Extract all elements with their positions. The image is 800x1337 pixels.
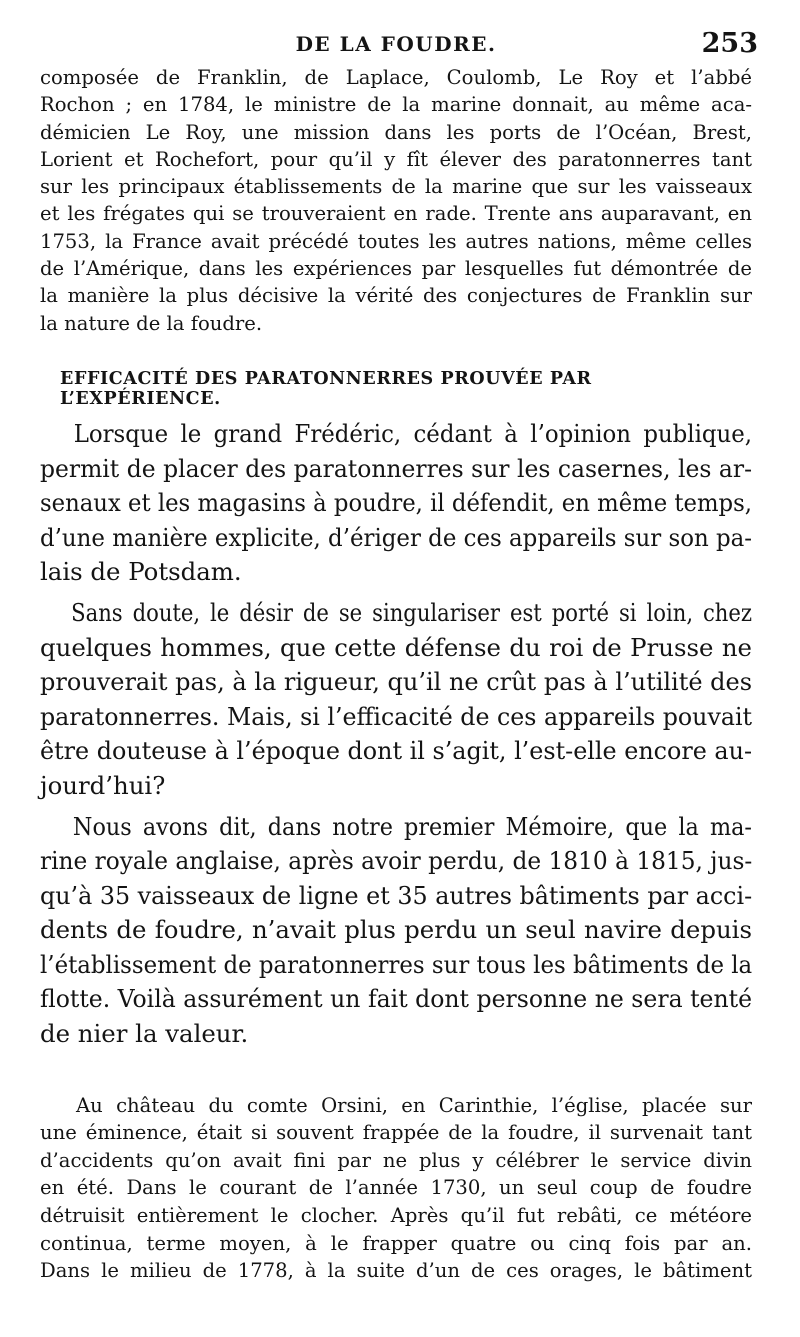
running-title: DE LA FOUDRE. bbox=[295, 32, 497, 56]
text-line: d’accidents qu’on avait fini par ne plus y célébrer le service divin bbox=[40, 1148, 752, 1172]
text-line: d’une manière explicite, d’ériger de ces appareils sur son pa- bbox=[40, 522, 753, 552]
text-line: dents de foudre, n’avait plus perdu un seul navire depuis bbox=[40, 915, 752, 945]
text-line: paratonnerres. Mais, si l’efficacité de ces appareils pouvait bbox=[40, 701, 753, 731]
text-line: Nous avons dit, dans notre premier Mémoire, que la ma- bbox=[72, 811, 752, 841]
text-line: être douteuse à l’époque dont il s’agit, l’est-elle encore au- bbox=[40, 736, 753, 766]
text-line: la manière la plus décisive la vérité des conjectures de Franklin sur bbox=[40, 284, 752, 308]
text-line: démicien Le Roy, une mission dans les ports de l’Océan, Brest, bbox=[40, 120, 752, 144]
paragraph bbox=[40, 417, 752, 590]
text-line: Lorient et Rochefort, pour qu’il y fît élever des paratonnerres tant bbox=[40, 147, 752, 171]
text-line: lais de Potsdam. bbox=[40, 557, 242, 587]
text-line: détruisit entièrement le clocher. Après qu’il fut rebâti, ce météore bbox=[40, 1204, 752, 1228]
intro-paragraph bbox=[40, 64, 752, 337]
text-line: l’établissement de paratonnerres sur tous les bâtiments de la bbox=[40, 949, 753, 979]
text-line: une éminence, était si souvent frappée de la foudre, il survenait tant bbox=[40, 1121, 752, 1145]
text-line: de l’Amérique, dans les expériences par lesquelles fut démontrée de bbox=[40, 257, 752, 281]
text-line: Au château du comte Orsini, en Carinthie, l’église, placée sur bbox=[76, 1093, 752, 1117]
text-line: senaux et les magasins à poudre, il défendit, en même temps, bbox=[40, 488, 752, 518]
paragraph bbox=[40, 810, 752, 1052]
page-number: 253 bbox=[701, 28, 758, 59]
text-line: Sans doute, le désir de se singulariser est porté si loin, chez bbox=[71, 597, 753, 627]
text-line: de nier la valeur. bbox=[40, 1019, 249, 1049]
text-line: Rochon ; en 1784, le ministre de la marine donnait, au même aca- bbox=[40, 93, 752, 117]
text-line: flotte. Voilà assurément un fait dont personne ne sera tenté bbox=[40, 984, 753, 1014]
text-line: composée de Franklin, de Laplace, Coulomb, Le Roy et l’abbé bbox=[40, 66, 752, 89]
text-line: prouverait pas, à la rigueur, qu’il ne crût pas à l’utilité des bbox=[40, 667, 753, 697]
text-line: rine royale anglaise, après avoir perdu, de 1810 à 1815, jus- bbox=[40, 846, 753, 876]
text-line: 1753, la France avait précédé toutes les autres nations, même celles bbox=[40, 229, 752, 253]
text-line: continua, terme moyen, à le frapper quatre ou cinq fois par an. bbox=[40, 1231, 752, 1255]
text-line: jourd’hui? bbox=[40, 770, 166, 800]
text-line: la nature de la foudre. bbox=[40, 311, 263, 335]
text-line: qu’à 35 vaisseaux de ligne et 35 autres bâtiments par acci- bbox=[40, 880, 753, 910]
paragraph bbox=[40, 596, 752, 804]
text-line: sur les principaux établissements de la marine que sur les vaisseaux bbox=[40, 175, 752, 199]
text-line: quelques hommes, que cette défense du roi de Prusse ne bbox=[40, 632, 752, 662]
text-line: et les frégates qui se trouveraient en rade. Trente ans auparavant, en bbox=[40, 202, 752, 226]
section-heading: EFFICACITÉ DES PARATONNERRES PROUVÉE PAR L’EXPÉRIENCE. bbox=[60, 368, 592, 409]
text-line: Dans le milieu de 1778, à la suite d’un de ces orages, le bâtiment bbox=[40, 1259, 752, 1283]
text-line: en été. Dans le courant de l’année 1730, un seul coup de foudre bbox=[40, 1176, 752, 1200]
running-head bbox=[40, 28, 758, 59]
text-line: permit de placer des paratonnerres sur les casernes, les ar- bbox=[40, 453, 753, 483]
main-text bbox=[40, 417, 752, 1052]
text-line: Lorsque le grand Frédéric, cédant à l’opinion publique, bbox=[73, 418, 752, 448]
footnote bbox=[40, 1092, 752, 1285]
